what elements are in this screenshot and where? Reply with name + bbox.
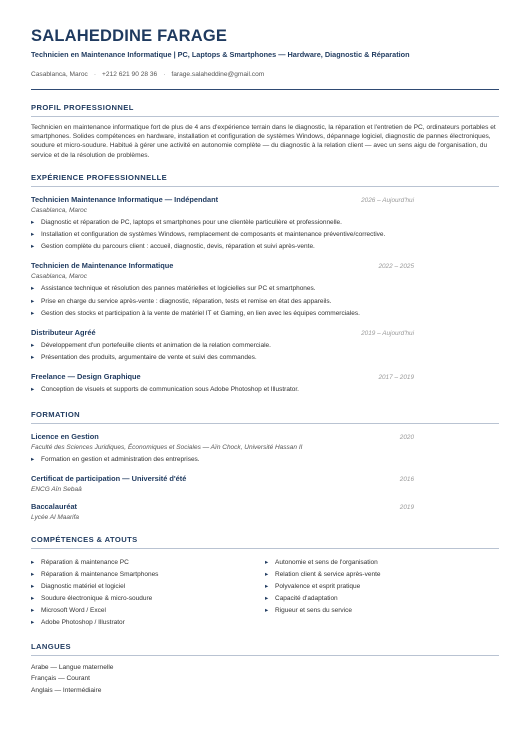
resume-header [31,26,499,90]
entry-place: Casablanca, Maroc [31,273,87,281]
contact-line [31,70,499,79]
contact-location: Casablanca, Maroc [31,71,88,78]
entry-header [31,474,499,484]
skill-item: ▸ Réparation & maintenance Smartphones [31,569,265,581]
entry-header [31,261,499,271]
languages-list [31,662,499,697]
experience-entry [31,328,499,364]
language-item: Anglais — Intermédiaire [31,687,102,695]
section-skills [31,535,499,629]
entry-title: Technicien de Maintenance Informatique [31,261,174,271]
entry-bullets [31,384,499,396]
entry-date: 2016 [399,475,414,483]
bullet-item: ▸ Installation et configuration de systèmes Windows, remplacement de composants et maintenance préventive/corrective. [31,229,499,241]
entry-header [31,195,499,205]
skill-item: ▸ Capacité d'adaptation [265,593,499,605]
bullet-item: ▸ Présentation des produits, argumentaire de vente et suivi des commandes. [31,352,499,364]
contact-separator: · [93,71,97,78]
education-entry [31,474,499,494]
entry-title: Distributeur Agréé [31,328,96,338]
skill-item: ▸ Diagnostic matériel et logiciel [31,581,265,593]
section-title: FORMATION [31,409,81,419]
skill-item: ▸ Soudure électronique & micro-soudure [31,593,265,605]
section-education [31,410,499,522]
bullet-item: ▸ Gestion des stocks et participation à la vente de matériel IT et Gaming, en lien avec les équipes commerciales. [31,308,499,320]
education-entry [31,432,499,466]
profile-text: Technicien en maintenance informatique fort de plus de 4 ans d'expérience terrain dans le diagnostic, la réparation et l'entretien de PC, ordinateurs portables et smartphones. Solides compétences en hardware, installation et configuration de systèmes Windows, dépannage logiciel, diagnostic de pannes électroniques, soudure et micro-soudure. Habitué à gérer une activité en autonomie complète — du diagnostic à la relation client — avec un sens aigu de l'organisation, du service et de la résolution de problèmes. [31,124,496,159]
skill-item: ▸ Autonomie et sens de l'organisation [265,557,499,569]
bullet-item: ▸ Prise en charge du service après-vente : diagnostic, réparation, tests et remise en état des appareils. [31,296,499,308]
entry-place: Faculté des Sciences Juridiques, Économiques et Sociales — Aïn Chock, Université Hassan II [31,443,303,451]
bullet-item: ▸ Assistance technique et résolution des pannes matérielles et logicielles sur PC et smartphones. [31,283,499,295]
bullet-item: ▸ Développement d'un portefeuille clients et animation de la relation commerciale. [31,340,499,352]
experience-list [31,195,499,397]
entry-date: 2020 [399,433,414,441]
bullet-item: ▸ Diagnostic et réparation de PC, laptops et smartphones pour une clientèle particulière et professionnelle. [31,217,499,229]
experience-entry [31,195,499,254]
entry-place: Casablanca, Maroc [31,206,87,214]
entry-title: Certificat de participation — Université d'été [31,473,187,483]
entry-place: Lycée Al Maarifa [31,513,80,521]
entry-title: Freelance — Design Graphique [31,372,141,382]
entry-bullets [31,340,499,364]
bullet-item: ▸ Conception de visuels et supports de communication sous Adobe Photoshop et Illustrator. [31,384,499,396]
skill-item: ▸ Polyvalence et esprit pratique [265,581,499,593]
entry-title: Technicien Maintenance Informatique — Indépendant [31,194,219,204]
section-languages [31,642,499,697]
skill-item: ▸ Réparation & maintenance PC [31,557,265,569]
entry-bullets [31,454,499,466]
experience-entry [31,261,499,320]
contact-email[interactable]: farage.salaheddine@gmail.com [171,71,265,78]
education-entry [31,502,499,522]
entry-title: Baccalauréat [31,501,78,511]
section-profile [31,103,499,160]
entry-title: Licence en Gestion [31,431,99,441]
education-list [31,432,499,522]
candidate-headline: Technicien en Maintenance Informatique | PC, Laptops & Smartphones — Hardware, Diagnostic & Réparation [31,50,410,59]
section-divider [31,655,499,656]
language-item: Français — Courant [31,675,90,683]
bullet-item: ▸ Gestion complète du parcours client : accueil, diagnostic, devis, réparation et suivi après-vente. [31,241,499,253]
contact-separator: · [163,71,166,78]
entry-header [31,432,499,442]
entry-bullets [31,217,499,254]
section-divider [31,423,499,424]
skills-column-left [31,555,265,629]
section-title: COMPÉTENCES & ATOUTS [31,534,138,544]
entry-date: 2019 [399,503,414,511]
section-title: PROFIL PROFESSIONNEL [31,103,134,112]
skill-item: ▸ Rigueur et sens du service [265,605,499,617]
entry-date: 2022 – 2025 [378,263,414,271]
section-divider [31,116,499,117]
section-experience [31,173,499,397]
entry-place: ENCG Aïn Sebaâ [31,485,82,493]
candidate-name: SALAHEDDINE FARAGE [31,27,228,45]
entry-header [31,502,499,512]
experience-entry [31,372,499,396]
entry-header [31,372,499,382]
skill-item: ▸ Relation client & service après-vente [265,569,499,581]
section-divider [31,186,499,187]
skills-columns [31,555,499,629]
entry-date: 2019 – Aujourd'hui [361,330,414,338]
entry-bullets [31,283,499,320]
entry-date: 2026 – Aujourd'hui [361,196,414,204]
bullet-item: ▸ Formation en gestion et administration des entreprises. [31,454,499,466]
header-divider [31,89,499,90]
section-title: EXPÉRIENCE PROFESSIONNELLE [31,172,168,182]
skill-item: ▸ Microsoft Word / Excel [31,605,265,617]
section-title: LANGUES [31,641,71,651]
skill-item: ▸ Adobe Photoshop / Illustrator [31,617,265,629]
entry-header [31,328,499,338]
section-divider [31,548,499,549]
language-item: Arabe — Langue maternelle [31,663,114,671]
entry-date: 2017 – 2019 [378,374,414,382]
skills-column-right [265,555,499,629]
contact-phone: +212 621 90 28 36 [102,71,158,78]
